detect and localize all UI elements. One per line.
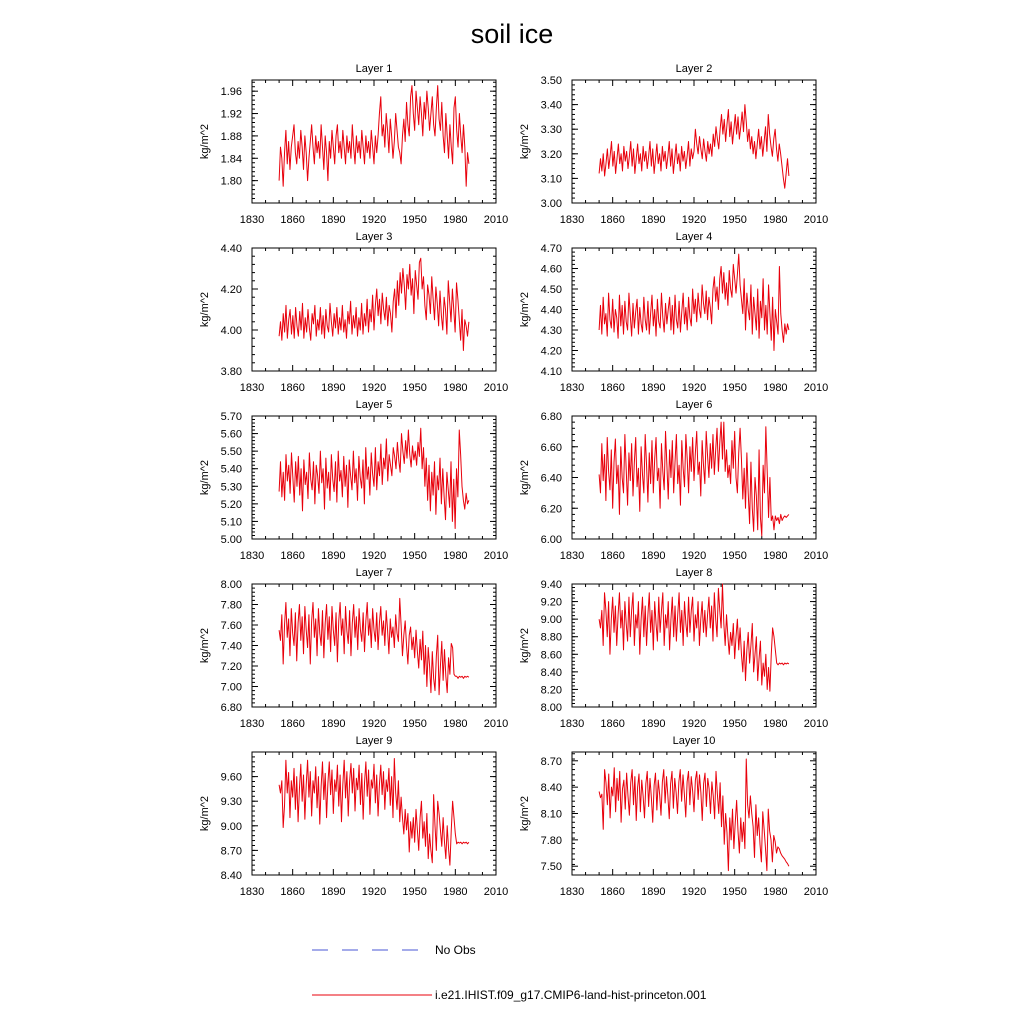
y-tick-label: 6.40 (540, 472, 562, 485)
legend-model-label: i.e21.IHIST.f09_g17.CMIP6-land-hist-princeton.001 (435, 988, 707, 1002)
x-tick-label: 1830 (239, 550, 265, 562)
x-tick-label: 1890 (321, 886, 346, 898)
y-axis-label: kg/m^2 (519, 795, 531, 832)
x-tick-label: 1920 (361, 550, 387, 562)
x-tick-label: 1980 (763, 550, 788, 562)
x-tick-label: 1890 (641, 550, 666, 562)
y-tick-label: 3.20 (540, 148, 562, 161)
y-tick-label: 8.40 (540, 782, 562, 795)
series-line (279, 86, 469, 187)
x-tick-label: 2010 (803, 550, 829, 562)
y-axis-label: kg/m^2 (199, 627, 211, 664)
y-tick-label: 5.40 (220, 463, 242, 476)
x-tick-label: 1950 (722, 550, 747, 562)
panel-title: Layer 2 (675, 63, 713, 75)
x-tick-label: 1980 (443, 718, 468, 730)
x-tick-label: 1950 (402, 718, 427, 730)
y-tick-label: 5.60 (220, 428, 242, 441)
x-tick-label: 1950 (722, 886, 747, 898)
panel-title: Layer 5 (355, 399, 393, 411)
y-tick-label: 9.00 (540, 614, 562, 627)
x-tick-label: 1980 (443, 886, 468, 898)
plot-frame (572, 752, 816, 875)
x-tick-label: 1890 (321, 214, 346, 226)
y-tick-label: 1.92 (220, 108, 242, 121)
y-axis-label: kg/m^2 (199, 459, 211, 496)
x-tick-label: 1890 (641, 382, 666, 394)
x-tick-label: 2010 (483, 886, 509, 898)
y-tick-label: 6.00 (540, 534, 562, 546)
x-tick-label: 1920 (361, 718, 387, 730)
chart-panel-layer-3 (199, 231, 508, 394)
y-tick-label: 4.40 (540, 304, 562, 317)
y-tick-label: 5.10 (220, 516, 242, 529)
y-tick-label: 7.00 (220, 681, 242, 694)
x-tick-label: 1950 (722, 214, 747, 226)
y-tick-label: 4.20 (220, 284, 242, 296)
x-tick-label: 1920 (361, 214, 387, 226)
series-line (599, 422, 789, 536)
x-tick-label: 1980 (443, 382, 468, 394)
x-tick-label: 1830 (239, 382, 265, 394)
y-tick-label: 6.20 (540, 503, 562, 516)
y-tick-label: 9.40 (540, 579, 562, 591)
x-tick-label: 1980 (443, 550, 468, 562)
series-line (599, 105, 789, 189)
y-tick-label: 4.10 (540, 366, 562, 378)
x-tick-label: 1830 (239, 214, 265, 226)
x-tick-label: 1920 (361, 886, 387, 898)
y-tick-label: 4.20 (540, 345, 562, 358)
y-tick-label: 1.96 (220, 86, 242, 99)
y-tick-label: 5.20 (220, 498, 242, 511)
x-tick-label: 1950 (722, 382, 747, 394)
x-tick-label: 1950 (402, 382, 427, 394)
x-tick-label: 1860 (600, 382, 625, 394)
y-tick-label: 9.30 (220, 796, 242, 809)
x-tick-label: 2010 (803, 382, 829, 394)
x-tick-label: 1950 (722, 718, 747, 730)
y-tick-label: 8.00 (540, 702, 562, 714)
chart-panel-layer-8 (519, 567, 828, 730)
x-tick-label: 2010 (483, 382, 509, 394)
y-tick-label: 7.60 (220, 620, 242, 632)
y-tick-label: 6.80 (220, 702, 242, 714)
y-tick-label: 7.20 (220, 661, 242, 673)
y-tick-label: 3.10 (540, 173, 562, 186)
chart-panel-layer-10 (519, 735, 828, 898)
y-tick-label: 3.50 (540, 75, 562, 87)
y-tick-label: 4.60 (540, 263, 562, 276)
y-tick-label: 8.70 (540, 755, 562, 768)
y-tick-label: 4.70 (540, 243, 562, 255)
x-tick-label: 1980 (763, 718, 788, 730)
y-tick-label: 5.00 (220, 534, 242, 546)
y-tick-label: 1.84 (220, 153, 242, 166)
y-tick-label: 8.20 (540, 684, 562, 697)
series-line (599, 584, 789, 691)
chart-panel-layer-4 (519, 231, 828, 394)
y-axis-label: kg/m^2 (199, 291, 211, 328)
y-tick-label: 9.60 (220, 771, 242, 784)
x-tick-label: 1830 (559, 886, 585, 898)
y-tick-label: 5.70 (220, 411, 242, 423)
x-tick-label: 1980 (763, 214, 788, 226)
panel-title: Layer 6 (675, 399, 713, 411)
y-tick-label: 3.80 (220, 366, 242, 378)
x-tick-label: 1890 (321, 718, 346, 730)
x-tick-label: 1890 (641, 718, 666, 730)
y-tick-label: 4.50 (540, 284, 562, 296)
x-tick-label: 1980 (443, 214, 468, 226)
x-tick-label: 2010 (803, 718, 829, 730)
x-tick-label: 1860 (600, 886, 625, 898)
y-tick-label: 7.50 (540, 861, 562, 874)
x-tick-label: 2010 (803, 886, 829, 898)
x-tick-label: 1860 (600, 718, 625, 730)
x-tick-label: 1830 (559, 214, 585, 226)
y-axis-label: kg/m^2 (199, 795, 211, 832)
plot-frame (572, 80, 816, 203)
panel-title: Layer 8 (675, 567, 713, 579)
y-tick-label: 3.00 (540, 198, 562, 210)
y-tick-label: 8.00 (220, 579, 242, 591)
series-line (279, 598, 469, 694)
y-tick-label: 8.80 (540, 631, 562, 644)
y-tick-label: 8.10 (540, 808, 562, 821)
x-tick-label: 1830 (239, 886, 265, 898)
x-tick-label: 1860 (280, 214, 305, 226)
y-tick-label: 8.40 (220, 870, 242, 882)
panel-title: Layer 7 (355, 567, 393, 579)
x-tick-label: 1860 (600, 214, 625, 226)
x-tick-label: 1920 (681, 718, 707, 730)
x-tick-label: 1860 (280, 718, 305, 730)
y-axis-label: kg/m^2 (519, 627, 531, 664)
legend-no-obs-label: No Obs (435, 943, 476, 957)
x-tick-label: 1920 (361, 382, 387, 394)
y-tick-label: 4.40 (220, 243, 242, 255)
x-tick-label: 1950 (402, 886, 427, 898)
y-tick-label: 1.88 (220, 130, 242, 143)
chart-panel-layer-2 (519, 63, 828, 226)
series-line (279, 759, 469, 866)
y-tick-label: 9.00 (220, 820, 242, 833)
x-tick-label: 1860 (280, 550, 305, 562)
x-tick-label: 1950 (402, 550, 427, 562)
y-tick-label: 7.40 (220, 640, 242, 653)
y-tick-label: 8.70 (220, 845, 242, 858)
x-tick-label: 1830 (559, 550, 585, 562)
chart-panel-layer-1 (199, 63, 508, 226)
legend (312, 943, 707, 1002)
panel-title: Layer 1 (355, 63, 393, 75)
x-tick-label: 1980 (763, 886, 788, 898)
x-tick-label: 1890 (321, 382, 346, 394)
y-tick-label: 7.80 (220, 599, 242, 612)
x-tick-label: 1860 (280, 382, 305, 394)
x-tick-label: 1860 (600, 550, 625, 562)
series-line (599, 759, 789, 871)
panel-title: Layer 9 (355, 735, 393, 747)
series-line (279, 258, 469, 350)
y-tick-label: 8.60 (540, 649, 562, 662)
x-tick-label: 2010 (483, 550, 509, 562)
chart-panel-layer-5 (199, 399, 508, 562)
figure-title: soil ice (470, 19, 554, 49)
y-tick-label: 5.50 (220, 446, 242, 459)
x-tick-label: 1920 (681, 550, 707, 562)
chart-panel-layer-6 (519, 399, 828, 562)
y-tick-label: 4.30 (540, 325, 562, 337)
x-tick-label: 1920 (681, 382, 707, 394)
series-line (599, 254, 789, 350)
plot-frame (252, 584, 496, 707)
x-tick-label: 1890 (321, 550, 346, 562)
y-tick-label: 7.80 (540, 834, 562, 847)
y-tick-label: 3.30 (540, 124, 562, 137)
y-tick-label: 8.40 (540, 666, 562, 679)
x-tick-label: 1830 (559, 718, 585, 730)
y-tick-label: 1.80 (220, 175, 242, 188)
chart-panel-layer-7 (199, 567, 508, 730)
x-tick-label: 1920 (681, 214, 707, 226)
y-tick-label: 3.40 (540, 99, 562, 112)
panel-title: Layer 4 (675, 231, 713, 243)
y-tick-label: 4.00 (220, 325, 242, 337)
x-tick-label: 1830 (239, 718, 265, 730)
x-tick-label: 1830 (559, 382, 585, 394)
x-tick-label: 1860 (280, 886, 305, 898)
y-axis-label: kg/m^2 (519, 291, 531, 328)
y-tick-label: 6.60 (540, 441, 562, 454)
chart-panels (199, 63, 828, 898)
x-tick-label: 1890 (641, 214, 666, 226)
x-tick-label: 1950 (402, 214, 427, 226)
y-axis-label: kg/m^2 (199, 123, 211, 160)
chart-panel-layer-9 (199, 735, 508, 898)
panel-title: Layer 10 (672, 735, 716, 747)
y-axis-label: kg/m^2 (519, 123, 531, 160)
y-tick-label: 6.80 (540, 411, 562, 423)
y-axis-label: kg/m^2 (519, 459, 531, 496)
y-tick-label: 5.30 (220, 481, 242, 494)
x-tick-label: 2010 (483, 718, 509, 730)
panel-title: Layer 3 (355, 231, 393, 243)
x-tick-label: 2010 (483, 214, 509, 226)
y-tick-label: 9.20 (540, 596, 562, 609)
plot-frame (252, 248, 496, 371)
x-tick-label: 2010 (803, 214, 829, 226)
x-tick-label: 1980 (763, 382, 788, 394)
x-tick-label: 1890 (641, 886, 666, 898)
x-tick-label: 1920 (681, 886, 707, 898)
series-line (279, 428, 469, 528)
